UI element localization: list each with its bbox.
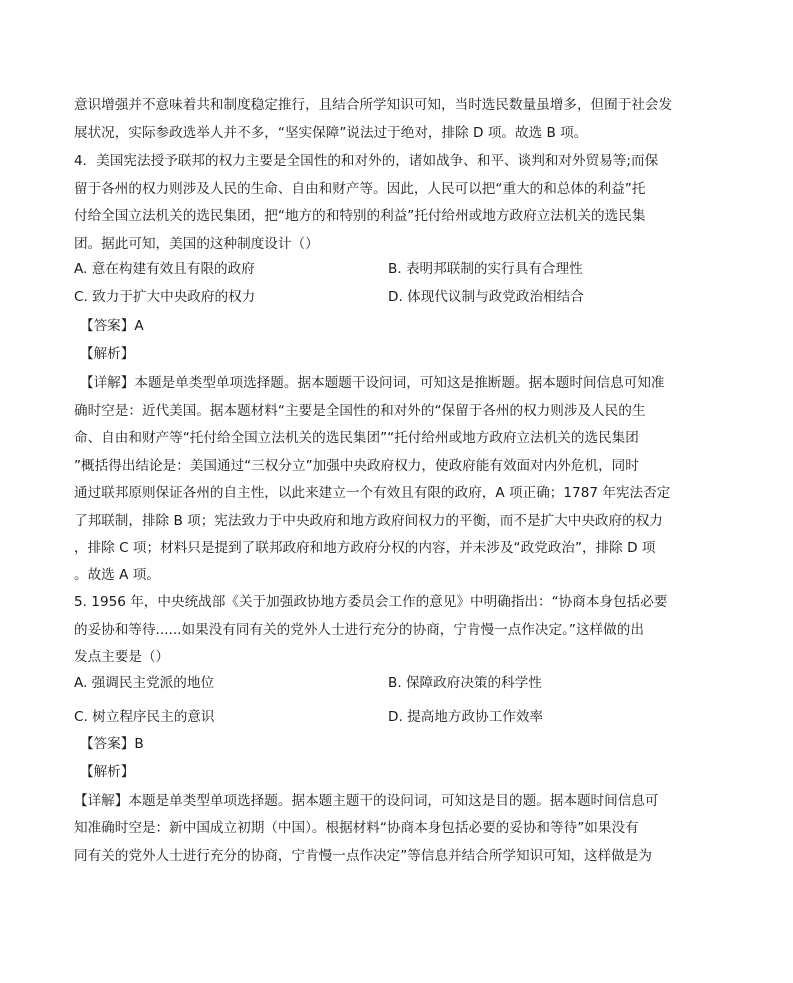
- question-4-detail: ”概括得出结论是：美国通过“三权分立”加强中央政府权力，使政府能有效面对内外危机，同时: [74, 458, 639, 474]
- text-line: 展状况，实际参政选举人并不多，“坚实保障”说法过于绝对，排除 D 项。故选 B 项。: [74, 125, 588, 141]
- question-4-option-d: D. 体现代议制与政党政治相结合: [388, 289, 584, 305]
- question-4-option-c: C. 致力于扩大中央政府的权力: [74, 289, 256, 305]
- question-4-detail: 【详解】本题是单类型单项选择题。据本题题干设问词，可知这是推断题。据本题时间信息可知准: [80, 375, 665, 391]
- question-4-stem: 留于各州的权力则涉及人民的生命、自由和财产等。因此，人民可以把“重大的和总体的利益”托: [74, 181, 646, 197]
- question-5-option-a: A. 强调民主党派的地位: [74, 675, 215, 691]
- question-5-stem: 的妥协和等待......如果没有同有关的党外人士进行充分的协商，宁肯慢一点作决定。”这样做的出: [74, 622, 644, 638]
- question-5-stem: 5. 1956 年，中央统战部《关于加强政协地方委员会工作的意见》中明确指出：“协商本身包括必要: [74, 594, 668, 610]
- question-4-detail: 确时空是：近代美国。据本题材料“主要是全国性的和对外的“保留于各州的权力则涉及人民的生: [74, 403, 646, 419]
- question-4-detail: 命、自由和财产等“托付给全国立法机关的选民集团”“托付给州或地方政府立法机关的选民集团: [74, 430, 639, 446]
- question-5-analysis-heading: 【解析】: [80, 764, 135, 780]
- question-5-detail: 【详解】本题是单类型单项选择题。据本题主题干的设问词，可知这是目的题。据本题时间信息可: [74, 793, 659, 809]
- question-4-stem: 付给全国立法机关的选民集团，把“地方的和特别的利益”托付给州或地方政府立法机关的选民集: [74, 208, 646, 224]
- question-4-detail: 通过联邦原则保证各州的自主性，以此来建立一个有效且有限的政府，A 项正确；1787 年宪法否定: [74, 485, 671, 501]
- question-4-option-b: B. 表明邦联制的实行具有合理性: [388, 261, 583, 277]
- question-4-answer: 【答案】A: [80, 318, 144, 334]
- question-4-analysis-heading: 【解析】: [80, 346, 135, 362]
- question-4-stem: 4．美国宪法授予联邦的权力主要是全国性的和对外的，诸如战争、和平、谈判和对外贸易等;而保: [74, 153, 659, 169]
- question-4-detail: 。故选 A 项。: [74, 567, 160, 583]
- question-4-stem: 团。据此可知，美国的这种制度设计（）: [74, 236, 319, 252]
- question-5-detail: 同有关的党外人士进行充分的协商，宁肯慢一点作决定”等信息并结合所学知识可知，这样做是为: [74, 848, 652, 864]
- question-5-option-d: D. 提高地方政协工作效率: [388, 709, 544, 725]
- question-4-detail: 了邦联制，排除 B 项；宪法致力于中央政府和地方政府间权力的平衡，而不是扩大中央政府的权力: [74, 513, 663, 529]
- text-line: 意识增强并不意味着共和制度稳定推行，且结合所学知识可知，当时选民数量虽增多，但囿于社会发: [74, 97, 673, 113]
- question-4-option-a: A. 意在构建有效且有限的政府: [74, 261, 255, 277]
- question-4-detail: ，排除 C 项；材料只是提到了联邦政府和地方政府分权的内容，并未涉及“政党政治”，排除 D 项: [74, 540, 656, 556]
- question-5-detail: 知准确时空是：新中国成立初期（中国）。根据材料“协商本身包括必要的妥协和等待”如果没有: [74, 820, 639, 836]
- question-5-answer: 【答案】B: [80, 736, 144, 752]
- question-5-option-b: B. 保障政府决策的科学性: [388, 675, 542, 691]
- question-5-option-c: C. 树立程序民主的意识: [74, 709, 215, 725]
- question-5-stem: 发点主要是（）: [74, 649, 170, 665]
